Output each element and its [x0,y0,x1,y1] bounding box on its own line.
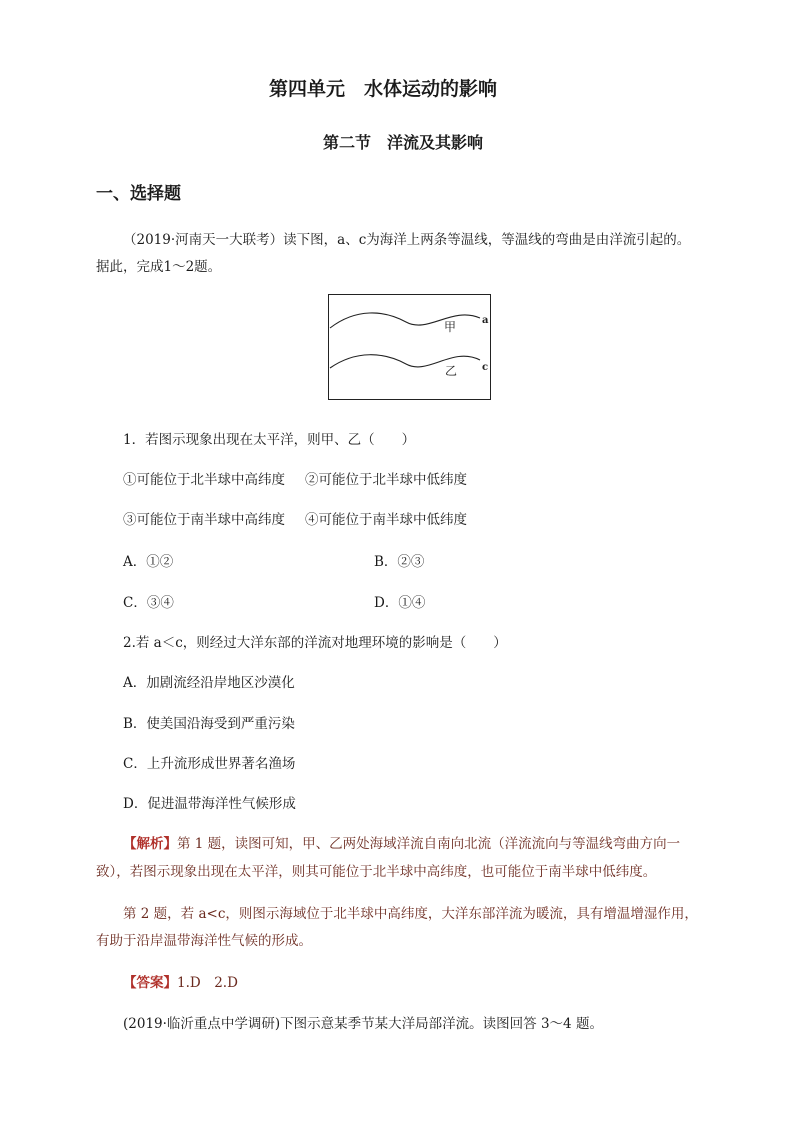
next-intro: (2019·临沂重点中学调研)下图示意某季节某大洋局部洋流。读图回答 3～4 题。 [123,1016,603,1032]
diagram-frame [329,295,491,400]
q1-option-c: C．③④ [123,595,174,611]
q2-option-b: B．使美国沿海受到严重污染 [123,716,295,732]
document-title: 第四单元 水体运动的影响 [269,78,498,100]
answer-tag: 【答案】 [123,975,177,991]
q1-statement-4: ④可能位于南半球中低纬度 [305,512,467,528]
q2-option-d: D．促进温带海洋性气候形成 [123,796,296,812]
analysis-p1-line2: 致），若图示现象出现在太平洋，则其可能位于北半球中高纬度，也可能位于南半球中低纬度。 [96,864,657,880]
isotherm-diagram [328,294,491,400]
analysis-p2-line1: 第 2 题，若 a<c，则图示海域位于北半球中高纬度，大洋东部洋流为暖流，具有增温增湿作用， [123,906,698,922]
q1-option-b: B．②③ [374,554,425,570]
section-heading: 一、选择题 [96,184,181,204]
q2-option-c: C．上升流形成世界著名渔场 [123,756,296,772]
section-subtitle: 第二节 洋流及其影响 [323,133,484,152]
label-a: a [482,315,489,326]
intro-line-2: 据此，完成1～2题。 [96,259,222,275]
answer-text: 1.D 2.D [177,975,238,991]
q1-stem: 1．若图示现象出现在太平洋，则甲、乙（ ） [123,432,416,448]
q1-statement-2: ②可能位于北半球中低纬度 [305,472,467,488]
analysis-p1-line1: 第 1 题，读图可知，甲、乙两处海域洋流自南向北流（洋流流向与等温线弯曲方向一 [177,836,681,852]
analysis-tag: 【解析】 [123,836,177,852]
q1-option-d: D．①④ [374,595,426,611]
q1-statement-3: ③可能位于南半球中高纬度 [123,512,285,528]
answer-line [123,971,238,991]
q1-option-a: A．①② [123,554,174,570]
intro-line-1: （2019·河南天一大联考）读下图，a、c为海洋上两条等温线，等温线的弯曲是由洋流引起的。 [123,232,691,248]
analysis-line-1 [123,832,680,852]
label-jia: 甲 [444,320,457,334]
q2-option-a: A．加剧流经沿岸地区沙漠化 [123,675,295,691]
analysis-p2-line2: 有助于沿岸温带海洋性气候的形成。 [96,933,312,949]
q1-statement-1: ①可能位于北半球中高纬度 [123,472,285,488]
label-c: c [482,362,489,373]
label-yi: 乙 [445,364,458,378]
q2-stem: 2.若 a＜c，则经过大洋东部的洋流对地理环境的影响是（ ） [123,635,507,651]
